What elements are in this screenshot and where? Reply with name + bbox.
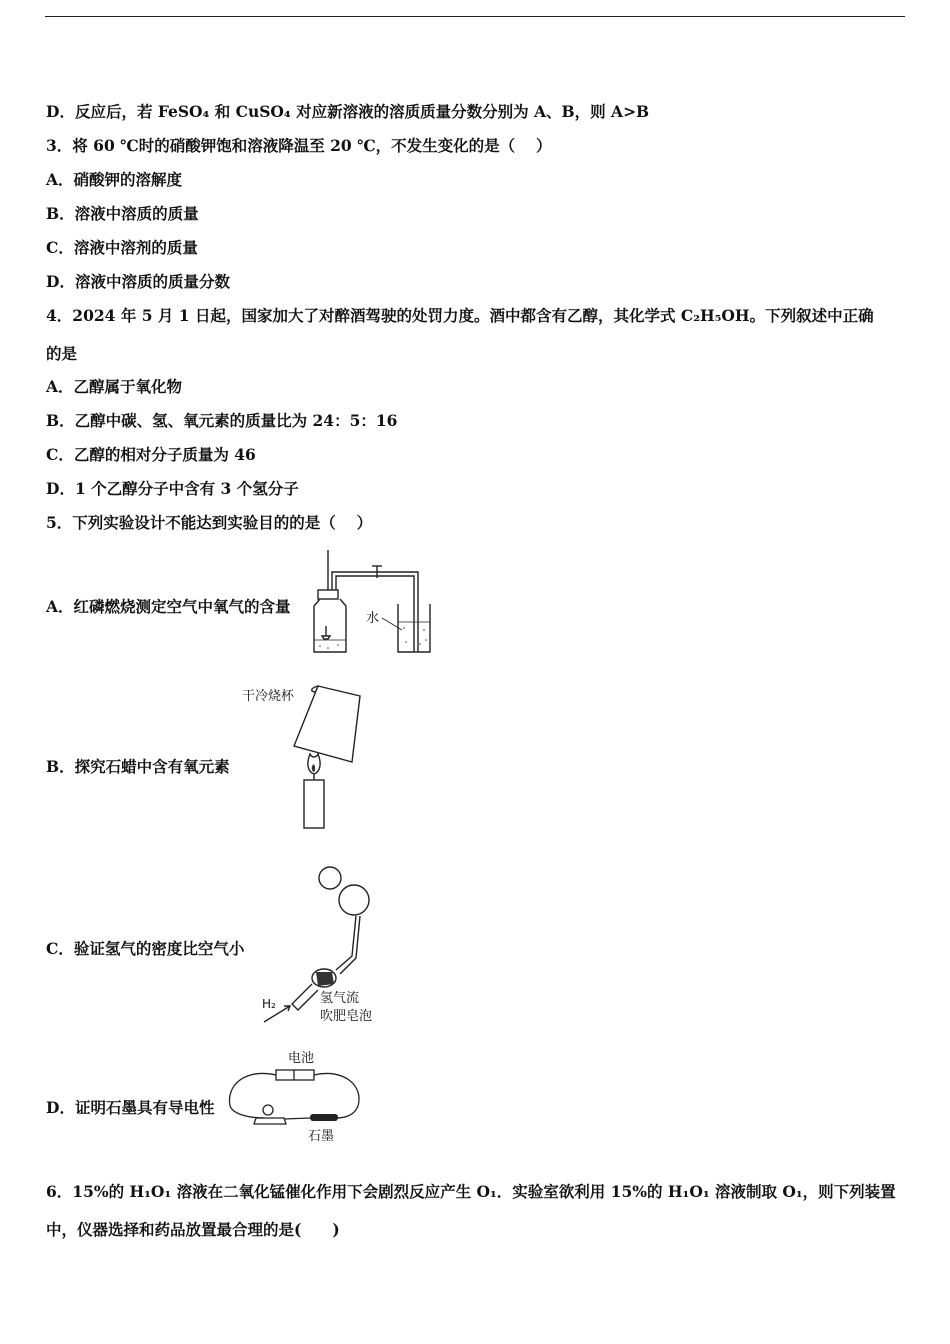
q5-option-d: D．证明石墨具有导电性 [46, 1098, 215, 1117]
battery-label: 电池 [288, 1051, 315, 1066]
q3-option-d: D．溶液中溶质的质量分数 [46, 272, 230, 291]
dry-cold-beaker-label: 干冷烧杯 [242, 689, 295, 704]
q5-stem: 5．下列实验设计不能达到实验目的的是（ ） [46, 513, 373, 532]
q3-option-b: B．溶液中溶质的质量 [46, 204, 199, 223]
q4-option-c: C．乙醇的相对分子质量为 46 [46, 445, 256, 464]
h2-label: H₂ [262, 997, 276, 1011]
graphite-label: 石墨 [308, 1129, 335, 1144]
candle-beaker-figure [240, 682, 370, 834]
q5-option-c: C．验证氢气的密度比空气小 [46, 939, 245, 958]
q3-option-a: A．硝酸钾的溶解度 [46, 170, 183, 189]
header-rule [45, 16, 905, 17]
q3-stem: 3．将 60 ℃时的硝酸钾饱和溶液降温至 20 ℃，不发生变化的是（ ） [46, 136, 552, 155]
q6-stem-line1: 6．15%的 H₁O₁ 溶液在二氧化锰催化作用下会剧烈反应产生 O₁．实验室欲利用 15%的 H₁O₁ 溶液制取 O₁，则下列装置 [46, 1182, 896, 1201]
blow-soap-bubble-label: 吹肥皂泡 [320, 1009, 373, 1024]
graphite-circuit-figure [224, 1046, 366, 1150]
hydrogen-bubble-figure [262, 864, 386, 1024]
water-label: 水 [366, 611, 380, 626]
q4-option-a: A．乙醇属于氧化物 [46, 377, 183, 396]
q4-option-d: D．1 个乙醇分子中含有 3 个氢分子 [46, 479, 299, 498]
q4-stem-line1: 4．2024 年 5 月 1 日起，国家加大了对醉酒驾驶的处罚力度。酒中都含有乙醇，其化学式 C₂H₅OH。下列叙述中正确 [46, 306, 874, 325]
q6-stem-line2: 中，仪器选择和药品放置最合理的是( ) [46, 1220, 340, 1239]
hydrogen-flow-label: 氢气流 [320, 991, 360, 1006]
red-phosphorus-apparatus-figure [306, 548, 442, 658]
q4-option-b: B．乙醇中碳、氢、氧元素的质量比为 24：5：16 [46, 411, 398, 430]
q2-option-d: D．反应后，若 FeSO₄ 和 CuSO₄ 对应新溶液的溶质质量分数分别为 A、B，则 A>B [46, 102, 650, 121]
q3-option-c: C．溶液中溶剂的质量 [46, 238, 198, 257]
q5-option-b: B．探究石蜡中含有氧元素 [46, 757, 230, 776]
q5-option-a: A．红磷燃烧测定空气中氧气的含量 [46, 597, 291, 616]
q4-stem-line2: 的是 [46, 344, 78, 363]
